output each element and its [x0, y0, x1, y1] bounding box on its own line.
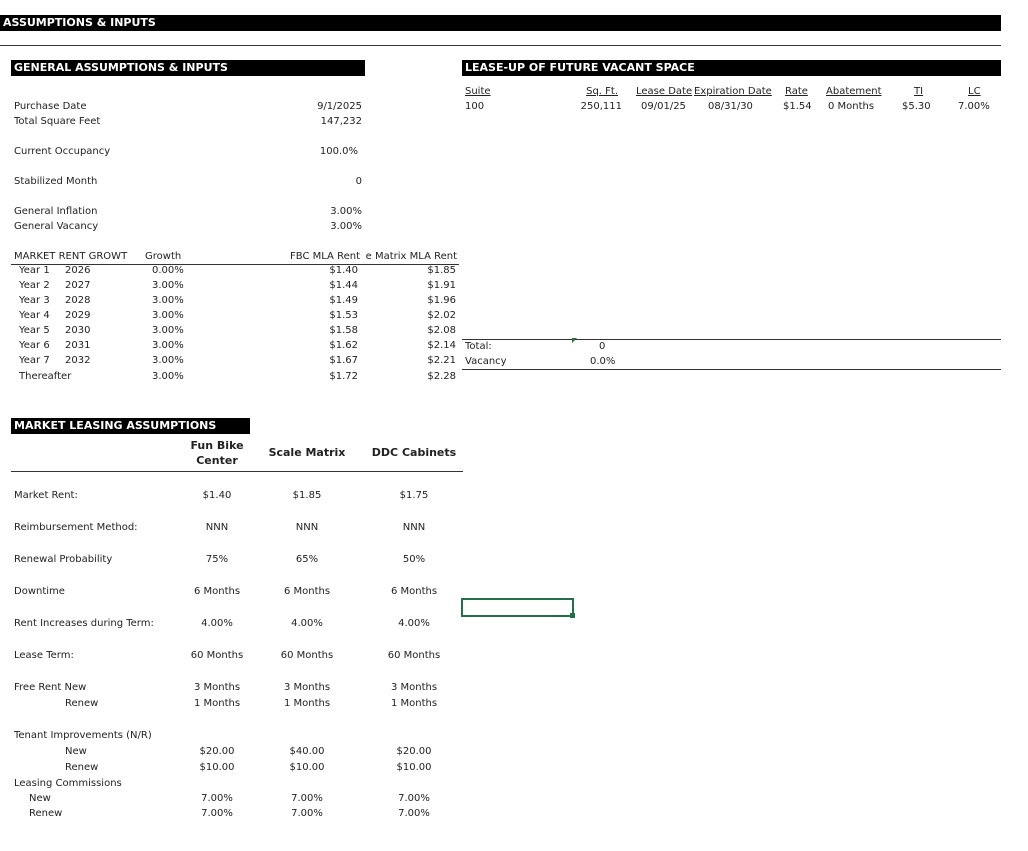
market-header-underline	[11, 471, 463, 472]
growth-matrix-rent: $2.14	[427, 340, 456, 351]
downtime-label: Downtime	[14, 586, 65, 597]
growth-year: Year 5	[19, 325, 50, 336]
growth-rate[interactable]: 3.00%	[152, 355, 184, 366]
ti-renew-scale-matrix[interactable]: $10.00	[289, 762, 325, 773]
growth-fbc-rent: $1.58	[329, 325, 358, 336]
ti-renew-fun-bike[interactable]: $10.00	[199, 762, 235, 773]
stabilized-value[interactable]: 0	[355, 176, 362, 187]
leaseup-header-rate: Rate	[785, 86, 808, 97]
free-rent-new-scale-matrix[interactable]: 3 Months	[283, 682, 331, 693]
leaseup-expiration-date[interactable]: 08/31/30	[708, 101, 753, 112]
rent-increases-ddc[interactable]: 4.00%	[398, 618, 430, 629]
leaseup-header-suite: Suite	[465, 86, 491, 97]
growth-fbc-rent: $1.62	[329, 340, 358, 351]
growth-header-label: MARKET RENT GROWT	[14, 251, 128, 262]
market-rent-ddc[interactable]: $1.75	[399, 490, 429, 501]
leaseup-header-sqft: Sq. Ft.	[586, 86, 618, 97]
growth-header-growth: Growth	[145, 251, 182, 262]
growth-year: Year 3	[19, 295, 50, 306]
leaseup-sqft[interactable]: 250,111	[580, 101, 622, 112]
vacancy-label: General Vacancy	[14, 221, 99, 232]
growth-cal-year: 2031	[65, 340, 91, 351]
market-section-header	[11, 418, 250, 434]
inflation-label: General Inflation	[14, 206, 98, 217]
leaseup-header-abatement: Abatement	[826, 86, 882, 97]
growth-rate[interactable]: 3.00%	[152, 310, 184, 321]
renewal-probability-fun-bike[interactable]: 75%	[205, 554, 229, 565]
leaseup-ti[interactable]: $5.30	[902, 101, 931, 112]
growth-matrix-rent: $1.91	[427, 280, 456, 291]
tenant-header-fun-bike	[177, 438, 257, 468]
leaseup-header-lc: LC	[968, 86, 981, 97]
growth-rate[interactable]: 3.00%	[152, 325, 184, 336]
leaseup-section-header	[462, 60, 1001, 76]
leaseup-total-topline	[462, 339, 1001, 340]
leaseup-rate[interactable]: $1.54	[783, 101, 812, 112]
renewal-probability-scale-matrix[interactable]: 65%	[295, 554, 319, 565]
free-rent-renew-ddc[interactable]: 1 Months	[390, 698, 438, 709]
page-title-bar	[0, 15, 1001, 31]
growth-fbc-rent: $1.72	[329, 371, 358, 382]
ti-section-label: Tenant Improvements (N/R)	[14, 730, 152, 741]
leaseup-lc[interactable]: 7.00%	[958, 101, 990, 112]
total-sf-label: Total Square Feet	[14, 116, 101, 127]
general-section-title: GENERAL ASSUMPTIONS & INPUTS	[14, 61, 228, 74]
growth-fbc-rent: $1.44	[329, 280, 358, 291]
fill-handle[interactable]	[570, 613, 575, 618]
vacancy-value[interactable]: 3.00%	[330, 221, 362, 232]
ti-renew-label: Renew	[65, 762, 99, 773]
growth-header-fbc: FBC MLA Rent	[290, 251, 360, 262]
ti-renew-ddc[interactable]: $10.00	[396, 762, 432, 773]
growth-cal-year: 2028	[65, 295, 91, 306]
lease-term-scale-matrix[interactable]: 60 Months	[280, 650, 334, 661]
occupancy-value[interactable]: 100.0%	[319, 146, 358, 157]
ti-new-label: New	[65, 746, 87, 757]
comment-indicator-icon	[572, 338, 577, 343]
growth-fbc-rent: $1.53	[329, 310, 358, 321]
growth-fbc-rent: $1.40	[329, 265, 358, 276]
lc-new-fun-bike[interactable]: 7.00%	[201, 793, 233, 804]
lc-section-label: Leasing Commissions	[14, 778, 122, 789]
free-rent-new-fun-bike[interactable]: 3 Months	[193, 682, 241, 693]
title-underline	[0, 45, 1001, 46]
leaseup-section-title: LEASE-UP OF FUTURE VACANT SPACE	[465, 61, 695, 74]
lc-renew-fun-bike[interactable]: 7.00%	[201, 808, 233, 819]
lc-renew-label: Renew	[29, 808, 63, 819]
purchase-date-label: Purchase Date	[14, 101, 87, 112]
occupancy-label: Current Occupancy	[14, 146, 111, 157]
ti-new-scale-matrix[interactable]: $40.00	[289, 746, 325, 757]
growth-rate[interactable]: 3.00%	[152, 295, 184, 306]
growth-header-matrix: e Matrix MLA Rent	[365, 251, 457, 262]
growth-fbc-rent: $1.67	[329, 355, 358, 366]
lease-term-label: Lease Term:	[14, 650, 74, 661]
rent-increases-scale-matrix[interactable]: 4.00%	[291, 618, 323, 629]
growth-cal-year: 2032	[65, 355, 91, 366]
growth-matrix-rent: $2.21	[427, 355, 456, 366]
growth-matrix-rent: $2.08	[427, 325, 456, 336]
leaseup-vacancy-value: 0.0%	[590, 356, 616, 367]
lease-term-ddc[interactable]: 60 Months	[387, 650, 441, 661]
downtime-ddc[interactable]: 6 Months	[390, 586, 438, 597]
growth-cal-year: 2026	[65, 265, 91, 276]
purchase-date-value[interactable]: 9/1/2025	[317, 101, 362, 112]
rent-increases-label: Rent Increases during Term:	[14, 618, 154, 629]
growth-matrix-rent: $2.28	[427, 371, 456, 382]
growth-year: Thereafter	[19, 371, 72, 382]
active-cell-selection[interactable]	[461, 598, 574, 617]
tenant-header-ddc-cabinets: DDC Cabinets	[371, 446, 457, 459]
market-rent-label: Market Rent:	[14, 490, 78, 501]
renewal-probability-ddc[interactable]: 50%	[402, 554, 426, 565]
growth-rate[interactable]: 3.00%	[152, 340, 184, 351]
inflation-value[interactable]: 3.00%	[330, 206, 362, 217]
reimbursement-ddc[interactable]: NNN	[402, 522, 426, 533]
tenant-header-scale-matrix: Scale Matrix	[268, 446, 346, 459]
growth-matrix-rent: $2.02	[427, 310, 456, 321]
ti-new-ddc[interactable]: $20.00	[396, 746, 432, 757]
free-rent-new-label: Free Rent New	[14, 682, 87, 693]
downtime-fun-bike[interactable]: 6 Months	[193, 586, 241, 597]
lc-new-label: New	[29, 793, 51, 804]
growth-rate[interactable]: 3.00%	[152, 371, 184, 382]
lease-term-fun-bike[interactable]: 60 Months	[190, 650, 244, 661]
growth-rate[interactable]: 3.00%	[152, 280, 184, 291]
general-section-header	[11, 60, 365, 76]
tenant-header-fun-bike-line1: Fun Bike	[190, 439, 244, 452]
reimbursement-scale-matrix[interactable]: NNN	[295, 522, 319, 533]
growth-cal-year: 2027	[65, 280, 91, 291]
leaseup-vacancy-label: Vacancy	[465, 356, 507, 367]
leaseup-abatement[interactable]: 0 Months	[828, 101, 875, 112]
growth-fbc-rent: $1.49	[329, 295, 358, 306]
growth-matrix-rent: $1.96	[427, 295, 456, 306]
growth-year: Year 4	[19, 310, 50, 321]
renewal-probability-label: Renewal Probability	[14, 554, 113, 565]
leaseup-lease-date[interactable]: 09/01/25	[641, 101, 686, 112]
growth-rate[interactable]: 0.00%	[152, 265, 184, 276]
downtime-scale-matrix[interactable]: 6 Months	[283, 586, 331, 597]
growth-year: Year 6	[19, 340, 50, 351]
lc-renew-ddc[interactable]: 7.00%	[398, 808, 430, 819]
reimbursement-label: Reimbursement Method:	[14, 522, 138, 533]
lc-renew-scale-matrix[interactable]: 7.00%	[291, 808, 323, 819]
growth-year: Year 2	[19, 280, 50, 291]
market-rent-scale-matrix[interactable]: $1.85	[292, 490, 322, 501]
leaseup-total-value: 0	[599, 341, 606, 352]
leaseup-total-bottomline	[462, 369, 1001, 370]
leaseup-header-lease-date: Lease Date	[636, 86, 693, 97]
lc-new-scale-matrix[interactable]: 7.00%	[291, 793, 323, 804]
market-section-title: MARKET LEASING ASSUMPTIONS	[14, 419, 217, 432]
growth-matrix-rent: $1.85	[427, 265, 456, 276]
growth-year: Year 7	[19, 355, 50, 366]
market-rent-fun-bike[interactable]: $1.40	[202, 490, 232, 501]
growth-year: Year 1	[19, 265, 50, 276]
leaseup-header-expiration-date: Expiration Date	[694, 86, 772, 97]
growth-cal-year: 2029	[65, 310, 91, 321]
leaseup-total-label: Total:	[465, 341, 492, 352]
leaseup-header-ti: TI	[914, 86, 924, 97]
page-title: ASSUMPTIONS & INPUTS	[3, 16, 156, 29]
leaseup-suite[interactable]: 100	[465, 101, 485, 112]
free-rent-renew-fun-bike[interactable]: 1 Months	[193, 698, 241, 709]
reimbursement-fun-bike[interactable]: NNN	[205, 522, 229, 533]
growth-cal-year: 2030	[65, 325, 91, 336]
free-rent-renew-scale-matrix[interactable]: 1 Months	[283, 698, 331, 709]
free-rent-new-ddc[interactable]: 3 Months	[390, 682, 438, 693]
total-sf-value[interactable]: 147,232	[320, 116, 362, 127]
free-rent-renew-label: Renew	[65, 698, 99, 709]
tenant-header-fun-bike-line2: Center	[196, 454, 238, 467]
rent-increases-fun-bike[interactable]: 4.00%	[201, 618, 233, 629]
stabilized-label: Stabilized Month	[14, 176, 98, 187]
ti-new-fun-bike[interactable]: $20.00	[199, 746, 235, 757]
lc-new-ddc[interactable]: 7.00%	[398, 793, 430, 804]
